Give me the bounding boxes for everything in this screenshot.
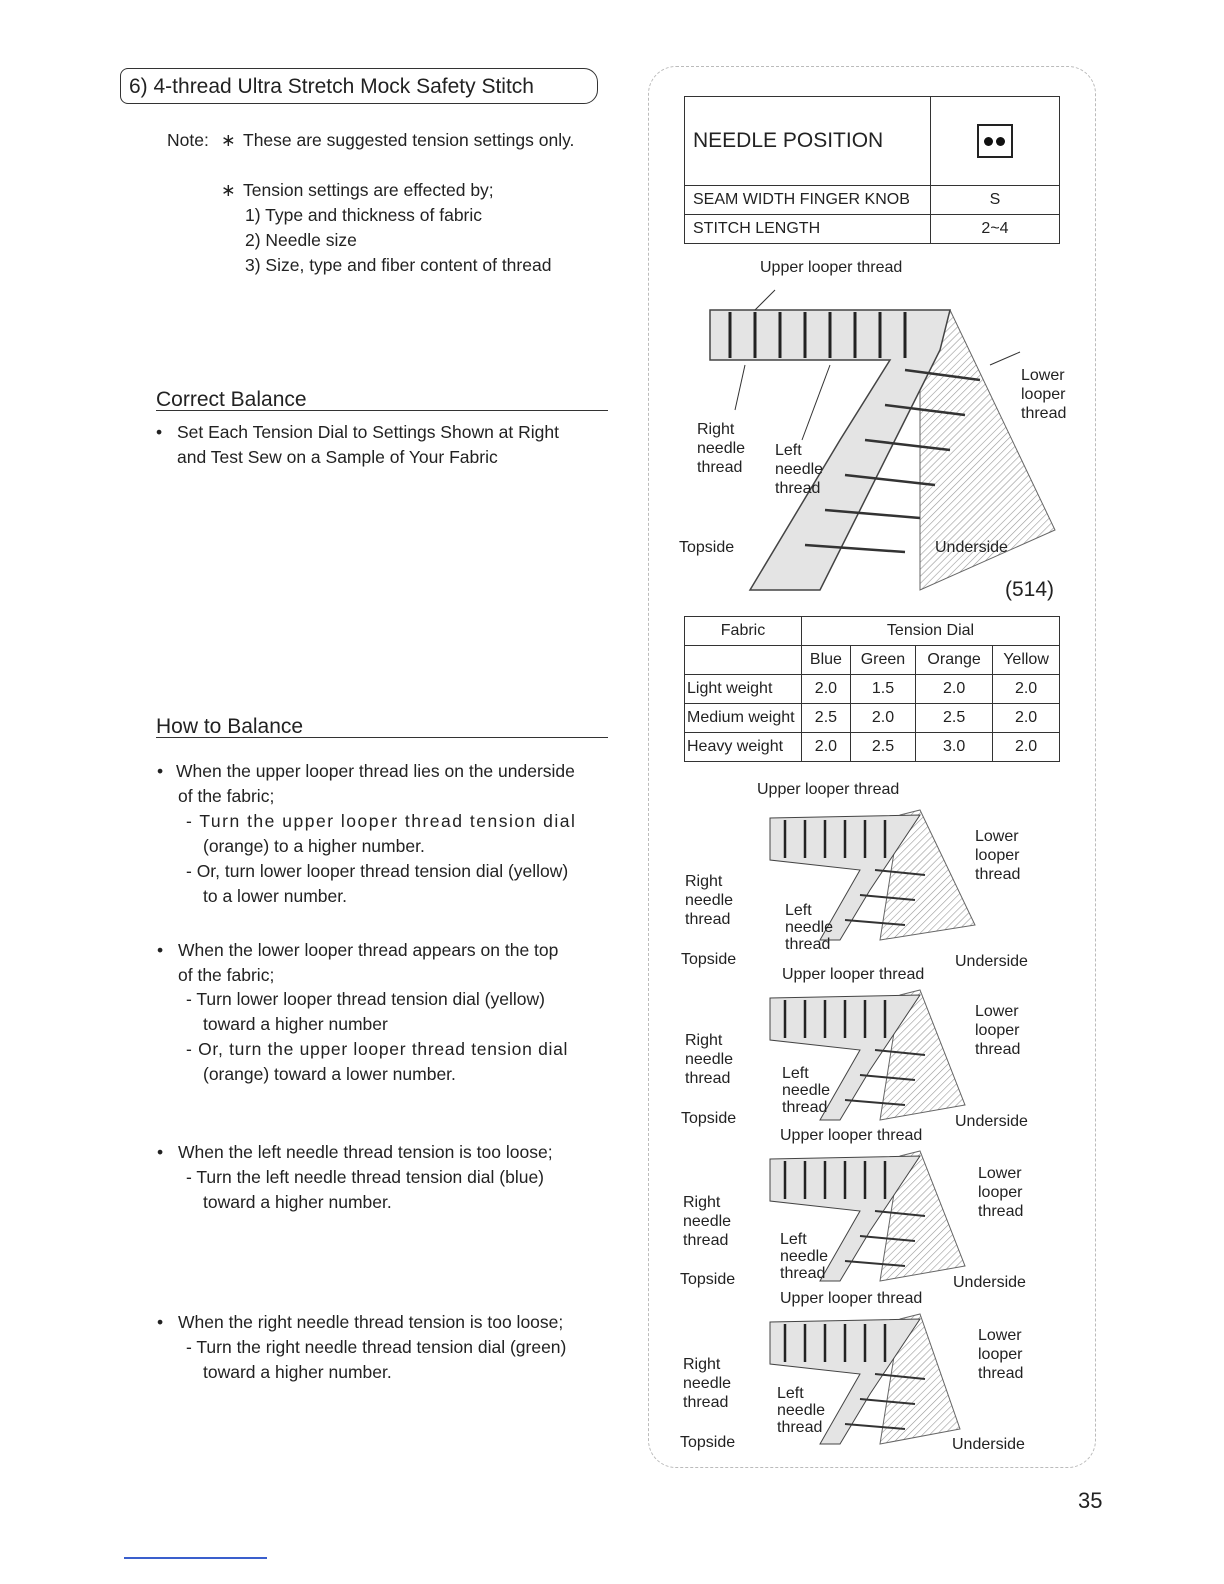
diagram-label: needle — [685, 892, 734, 909]
balance-text: - Or, turn lower looper thread tension dial (yellow) — [186, 861, 569, 881]
diagram-label: Lower — [978, 1165, 1022, 1182]
diagram-label: thread — [782, 1099, 828, 1116]
stitch-diagram-main — [690, 290, 1070, 600]
balance-text: When the lower looper thread appears on the top — [178, 940, 559, 960]
diagram-label: needle — [683, 1213, 732, 1230]
note-item: 1) Type and thickness of fabric — [245, 205, 483, 225]
diagram-label: looper — [1021, 386, 1066, 403]
diagram-label: Underside — [955, 953, 1028, 970]
value-cell: 2.0 — [916, 675, 993, 704]
diagram-label: Left — [782, 1065, 809, 1082]
bullet: • — [157, 1312, 164, 1332]
note-star: ∗ — [221, 130, 236, 150]
diagram-label: Topside — [681, 951, 737, 968]
diagram-label: Underside — [952, 1436, 1025, 1453]
diagram-label: needle — [685, 1051, 734, 1068]
empty-cell — [685, 646, 802, 675]
value-cell: 2.5 — [916, 704, 993, 733]
heading-rule — [156, 737, 608, 738]
diagram-label: needle — [780, 1248, 829, 1265]
value-cell: 2.5 — [802, 704, 851, 733]
diagram-label: thread — [683, 1232, 729, 1249]
diagram-label: Underside — [955, 1113, 1028, 1130]
diagram-label: Left — [775, 442, 802, 459]
diagram-label: Lower — [975, 1003, 1019, 1020]
balance-text: - Turn lower looper thread tension dial (yellow) — [186, 989, 545, 1009]
diagram-label: Right — [697, 421, 735, 438]
color-header: Orange — [916, 646, 993, 675]
diagram-label: thread — [975, 866, 1021, 883]
diagram-label: Left — [777, 1385, 804, 1402]
diagram-label: Topside — [680, 1271, 736, 1288]
diagram-label: Left — [785, 902, 812, 919]
color-header: Green — [850, 646, 915, 675]
balance-text: (orange) toward a lower number. — [203, 1064, 456, 1084]
diagram-label: looper — [975, 847, 1020, 864]
fabric-cell: Heavy weight — [685, 733, 802, 762]
balance-text: - Turn the upper looper thread tension dial — [186, 811, 577, 831]
balance-text: of the fabric; — [178, 965, 275, 985]
stitch-diagram-small — [0, 1126, 1224, 1296]
diagram-label: thread — [978, 1365, 1024, 1382]
needle-position-icon — [977, 124, 1013, 158]
diagram-label: thread — [683, 1394, 729, 1411]
diagram-label: Upper looper thread — [757, 781, 900, 798]
diagram-label: thread — [975, 1041, 1021, 1058]
fabric-header: Fabric — [685, 617, 802, 646]
diagram-label: Right — [685, 1032, 723, 1049]
diagram-label: thread — [978, 1203, 1024, 1220]
note-line-1: These are suggested tension settings only. — [243, 130, 575, 150]
diagram-label: Lower — [1021, 367, 1065, 384]
note-item: 2) Needle size — [245, 230, 357, 250]
diagram-label: looper — [978, 1346, 1023, 1363]
tension-dial-header: Tension Dial — [802, 617, 1060, 646]
diagram-label: Right — [683, 1194, 721, 1211]
balance-text: When the right needle thread tension is too loose; — [178, 1312, 564, 1332]
footer-line — [124, 1557, 267, 1559]
diagram-label: thread — [1021, 405, 1067, 422]
fabric-cell: Light weight — [685, 675, 802, 704]
value-cell: 2.0 — [850, 704, 915, 733]
value-cell: 2.0 — [802, 675, 851, 704]
heading-rule — [156, 410, 608, 411]
diagram-label: needle — [775, 461, 824, 478]
diagram-label: Right — [683, 1356, 721, 1373]
correct-balance-heading: Correct Balance — [156, 388, 307, 411]
diagram-label: Topside — [679, 539, 735, 556]
bullet: • — [157, 940, 164, 960]
diagram-label: Underside — [953, 1274, 1026, 1291]
value-cell: 2.5 — [850, 733, 915, 762]
bullet: • — [157, 1142, 164, 1162]
diagram-label: Upper looper thread — [780, 1290, 923, 1307]
diagram-label: thread — [697, 459, 743, 476]
correct-balance-line-2: and Test Sew on a Sample of Your Fabric — [177, 447, 498, 467]
color-header: Blue — [802, 646, 851, 675]
diagram-label: Topside — [681, 1110, 737, 1127]
balance-text: (orange) to a higher number. — [203, 836, 425, 856]
tension-table — [684, 616, 1060, 762]
value-cell: 1.5 — [850, 675, 915, 704]
diagram-label: needle — [777, 1402, 826, 1419]
bullet: • — [157, 761, 164, 781]
value-cell: 2.0 — [993, 704, 1060, 733]
diagram-label: Topside — [680, 1434, 736, 1451]
stitch-diagram-small — [0, 780, 1224, 970]
section-title: 6) 4-thread Ultra Stretch Mock Safety Stitch — [120, 68, 598, 104]
diagram-label: needle — [697, 440, 746, 457]
diagram-label: Underside — [935, 539, 1008, 556]
value-cell: 2.0 — [802, 733, 851, 762]
stitch-diagram-small — [0, 1289, 1224, 1459]
balance-text: - Or, turn the upper looper thread tension dial — [186, 1039, 569, 1059]
seam-width-value: S — [931, 186, 1060, 215]
note-line-2: Tension settings are effected by; — [243, 180, 494, 200]
needle-position-label: NEEDLE POSITION — [685, 97, 931, 186]
diagram-label: looper — [975, 1022, 1020, 1039]
diagram-label: thread — [685, 911, 731, 928]
diagram-label: thread — [785, 936, 831, 953]
stitch-diagram-small — [0, 965, 1224, 1135]
stitch-length-label: STITCH LENGTH — [685, 215, 931, 244]
needle-position-cell — [931, 97, 1060, 186]
note-item: 3) Size, type and fiber content of thread — [245, 255, 552, 275]
bullet: • — [156, 422, 163, 442]
diagram-label: thread — [685, 1070, 731, 1087]
diagram-label: Upper looper thread — [760, 259, 903, 276]
stitch-code: (514) — [1005, 578, 1055, 601]
value-cell: 2.0 — [993, 733, 1060, 762]
how-to-balance-heading: How to Balance — [156, 715, 304, 738]
balance-text: - Turn the right needle thread tension dial (green) — [186, 1337, 567, 1357]
stitch-length-value: 2~4 — [931, 215, 1060, 244]
balance-text: toward a higher number — [203, 1014, 388, 1034]
diagram-label: thread — [777, 1419, 823, 1436]
diagram-label: Upper looper thread — [780, 1127, 923, 1144]
needle-position-table — [684, 96, 1060, 244]
diagram-label: Left — [780, 1231, 807, 1248]
seam-width-label: SEAM WIDTH FINGER KNOB — [685, 186, 931, 215]
page-number: 35 — [1078, 1488, 1103, 1513]
balance-text: - Turn the left needle thread tension dial (blue) — [186, 1167, 544, 1187]
diagram-label: Lower — [975, 828, 1019, 845]
value-cell: 2.0 — [993, 675, 1060, 704]
diagram-label: looper — [978, 1184, 1023, 1201]
value-cell: 3.0 — [916, 733, 993, 762]
balance-text: toward a higher number. — [203, 1362, 392, 1382]
diagram-label: Lower — [978, 1327, 1022, 1344]
diagram-label: Upper looper thread — [782, 966, 925, 983]
diagram-label: Right — [685, 873, 723, 890]
fabric-cell: Medium weight — [685, 704, 802, 733]
balance-text: When the upper looper thread lies on the underside — [176, 761, 575, 781]
note-star: ∗ — [221, 180, 236, 200]
diagram-label: thread — [780, 1265, 826, 1282]
diagram-label: needle — [683, 1375, 732, 1392]
diagram-label: thread — [775, 480, 821, 497]
balance-text: to a lower number. — [203, 886, 347, 906]
diagram-label: needle — [785, 919, 834, 936]
balance-text: toward a higher number. — [203, 1192, 392, 1212]
note-label: Note: — [167, 130, 209, 150]
balance-text: of the fabric; — [178, 786, 275, 806]
diagram-label: needle — [782, 1082, 831, 1099]
balance-text: When the left needle thread tension is too loose; — [178, 1142, 553, 1162]
color-header: Yellow — [993, 646, 1060, 675]
correct-balance-line-1: Set Each Tension Dial to Settings Shown at Right — [177, 422, 559, 442]
